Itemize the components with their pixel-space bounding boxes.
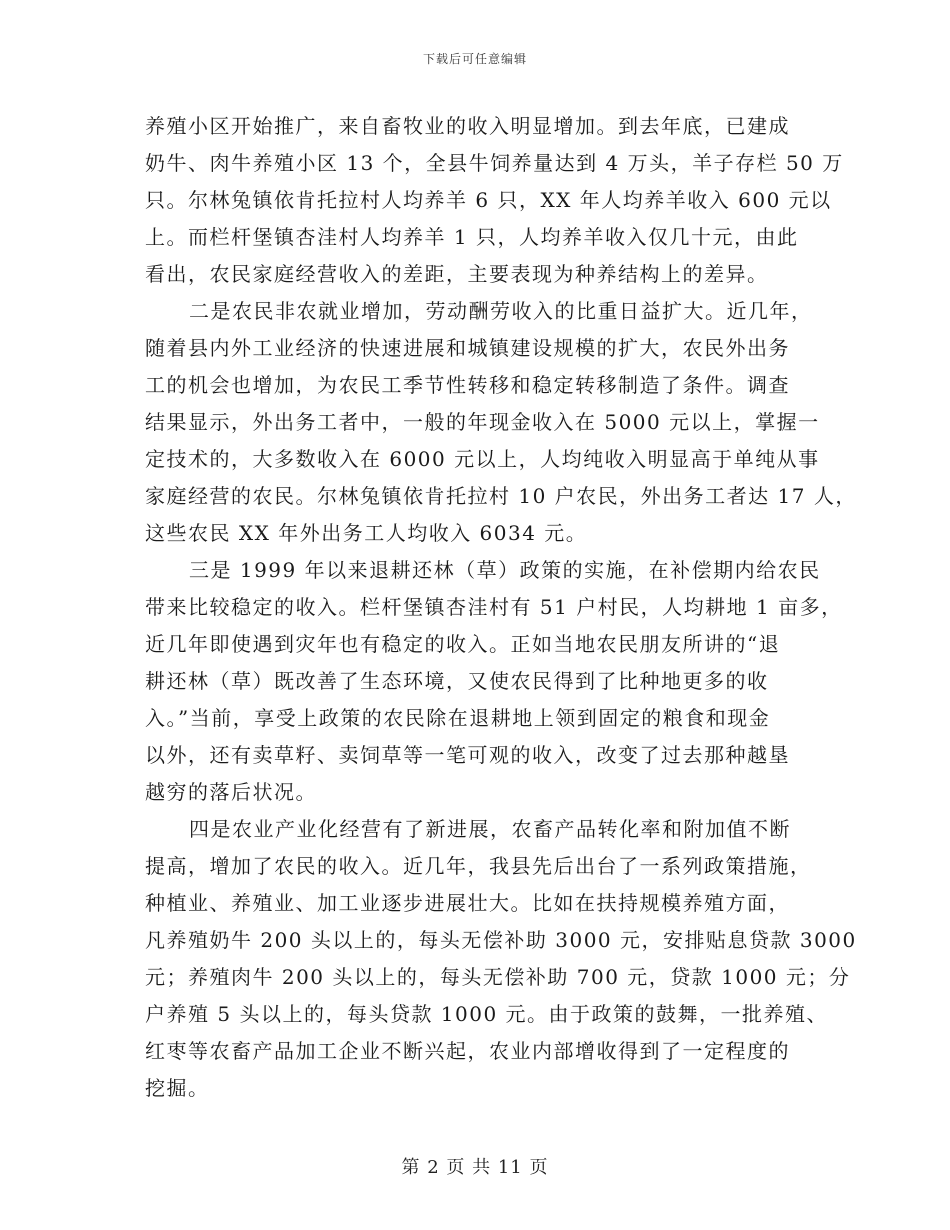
- text-line: 红枣等农畜产品加工企业不断兴起，农业内部增收得到了一定程度的: [145, 1039, 790, 1063]
- paragraph-start-line: 四是农业产业化经营有了新进展，农畜产品转化率和附加值不断: [189, 817, 791, 841]
- text-line: 近几年即使遇到灾年也有稳定的收入。正如当地农民朋友所讲的“退: [145, 632, 781, 656]
- text-line: 这些农民 XX 年外出务工人均收入 6034 元。: [145, 521, 588, 545]
- document-body: [145, 108, 857, 1107]
- text-line: 入。”当前，享受上政策的农民除在退耕地上领到固定的粮食和现金: [145, 706, 771, 730]
- text-line: 户养殖 5 头以上的，每头贷款 1000 元。由于政策的鼓舞，一批养殖、: [145, 1002, 829, 1026]
- text-line: 定技术的，大多数收入在 6000 元以上，人均纯收入明显高于单纯从事: [145, 447, 820, 471]
- text-line: 带来比较稳定的收入。栏杆堡镇杏洼村有 51 户村民，人均耕地 1 亩多，: [145, 595, 843, 619]
- text-line: 只。尔林兔镇依肯托拉村人均养羊 6 只，XX 年人均养羊收入 600 元以: [145, 188, 832, 212]
- paragraph-start-line: 二是农民非农就业增加，劳动酬劳收入的比重日益扩大。近几年，: [189, 299, 813, 323]
- text-line: 元；养殖肉牛 200 头以上的，每头无偿补助 700 元，贷款 1000 元；分: [145, 965, 851, 989]
- text-line: 越穷的落后状况。: [145, 780, 317, 804]
- text-line: 凡养殖奶牛 200 头以上的，每头无偿补助 3000 元，安排贴息贷款 3000: [145, 928, 857, 952]
- text-line: 以外，还有卖草籽、卖饲草等一笔可观的收入，改变了过去那种越垦: [145, 743, 790, 767]
- text-line: 结果显示，外出务工者中，一般的年现金收入在 5000 元以上，掌握一: [145, 410, 820, 434]
- page-number-footer: 第 2 页 共 11 页: [401, 1157, 549, 1178]
- text-line: 提高，增加了农民的收入。近几年，我县先后出台了一系列政策措施，: [145, 854, 812, 878]
- text-line: 随着县内外工业经济的快速进展和城镇建设规模的扩大，农民外出务: [145, 336, 790, 360]
- text-line: 种植业、养殖业、加工业逐步进展壮大。比如在扶持规模养殖方面，: [145, 891, 790, 915]
- text-line: 挖掘。: [145, 1076, 210, 1100]
- text-line: 耕还林（草）既改善了生态环境，又使农民得到了比种地更多的收: [145, 669, 769, 693]
- text-line: 看出，农民家庭经营收入的差距，主要表现为种养结构上的差异。: [145, 262, 769, 286]
- text-line: 奶牛、肉牛养殖小区 13 个，全县牛饲养量达到 4 万头，羊子存栏 50 万: [145, 151, 844, 175]
- page-header: 下载后可任意编辑: [422, 52, 527, 66]
- paragraph-start-line: 三是 1999 年以来退耕还林（草）政策的实施，在补偿期内给农民: [189, 558, 821, 582]
- text-line: 家庭经营的农民。尔林兔镇依肯托拉村 10 户农民，外出务工者达 17 人，: [145, 484, 857, 508]
- text-line: 上。而栏杆堡镇杏洼村人均养羊 1 只，人均养羊收入仅几十元，由此: [145, 225, 799, 249]
- text-line: 工的机会也增加，为农民工季节性转移和稳定转移制造了条件。调查: [145, 373, 790, 397]
- text-line: 养殖小区开始推广，来自畜牧业的收入明显增加。到去年底，已建成: [145, 114, 790, 138]
